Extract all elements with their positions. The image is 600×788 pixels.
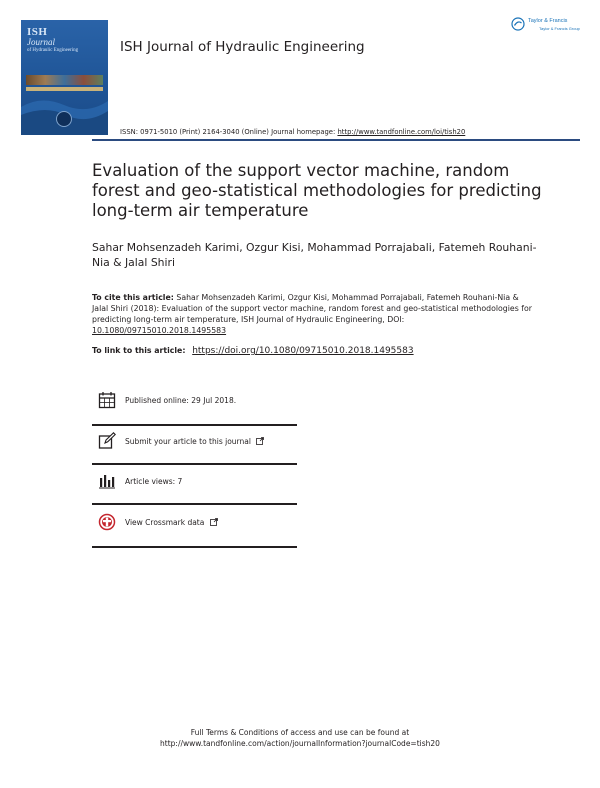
publisher-logo-name: Taylor & Francis — [528, 18, 568, 24]
article-authors: Sahar Mohsenzadeh Karimi, Ozgur Kisi, Mohammad Porrajabali, Fatemeh Rouhani-Nia & Jalal Shiri — [92, 241, 537, 269]
footer-terms-text: Full Terms & Conditions of access and use can be found at — [190, 728, 410, 737]
cover-photo-strip — [26, 75, 103, 85]
citation-block — [92, 292, 532, 336]
footer — [0, 727, 600, 749]
meta-divider — [92, 463, 297, 465]
submit-article-text: Submit your article to this journal — [125, 437, 251, 446]
article-title: Evaluation of the support vector machine, random forest and geo-statistical methodologies for predicting long-term air temperature — [92, 161, 542, 220]
cover-title-line3: of Hydraulic Engineering — [27, 48, 79, 53]
header-divider — [92, 139, 580, 141]
publisher-logo-group: Taylor & Francis Group — [539, 26, 580, 31]
footer-terms-link[interactable]: http://www.tandfonline.com/action/journalInformation?journalCode=tish20 — [160, 739, 440, 748]
submit-article-link[interactable] — [125, 437, 264, 446]
journal-homepage-link[interactable]: http://www.tandfonline.com/loi/tish20 — [337, 128, 466, 136]
journal-title[interactable]: ISH Journal of Hydraulic Engineering — [120, 39, 365, 55]
cover-title — [27, 27, 104, 53]
published-online-row — [98, 391, 298, 411]
published-online-text: Published online: 29 Jul 2018. — [125, 396, 237, 405]
submit-article-row[interactable] — [98, 432, 298, 452]
article-link-label: To link to this article: — [92, 346, 189, 355]
article-views-text: Article views: 7 — [125, 477, 183, 486]
crossmark-link[interactable] — [125, 518, 218, 527]
issn-line — [120, 128, 465, 136]
journal-cover-image — [21, 20, 108, 135]
cover-emblem-icon — [56, 111, 72, 127]
article-doi-url[interactable]: https://doi.org/10.1080/09715010.2018.1495583 — [192, 346, 414, 356]
publisher-logo[interactable] — [511, 17, 583, 37]
meta-divider — [92, 503, 297, 505]
citation-text: Sahar Mohsenzadeh Karimi, Ozgur Kisi, Mohammad Porrajabali, Fatemeh Rouhani-Nia & Jalal Shiri (2018): Evaluation of the support vector machine, random forest and geo-statistical methodologies for predicting long-term air temperature, ISH Journal of Hydraulic Engineering, DOI: — [92, 293, 532, 324]
calendar-icon — [98, 391, 116, 409]
issn-text: ISSN: 0971-5010 (Print) 2164-3040 (Online) Journal homepage: — [120, 128, 338, 136]
article-views-row — [98, 472, 298, 492]
crossmark-row[interactable] — [98, 513, 298, 533]
meta-divider — [92, 546, 297, 548]
external-link-icon — [256, 437, 264, 445]
article-link-row — [92, 345, 552, 357]
meta-divider — [92, 424, 297, 426]
cover-title-line2: Journal — [27, 37, 55, 47]
publisher-logo-icon — [511, 17, 525, 31]
crossmark-text: View Crossmark data — [125, 518, 205, 527]
citation-label: To cite this article: — [92, 293, 174, 302]
citation-doi-link[interactable]: 10.1080/09715010.2018.1495583 — [92, 326, 227, 335]
edit-icon — [98, 432, 116, 450]
cover-wave-graphic — [21, 85, 108, 135]
bar-chart-icon — [98, 472, 116, 490]
external-link-icon — [210, 518, 218, 526]
crossmark-icon — [98, 513, 116, 531]
cover-title-line1: ISH — [27, 26, 48, 38]
